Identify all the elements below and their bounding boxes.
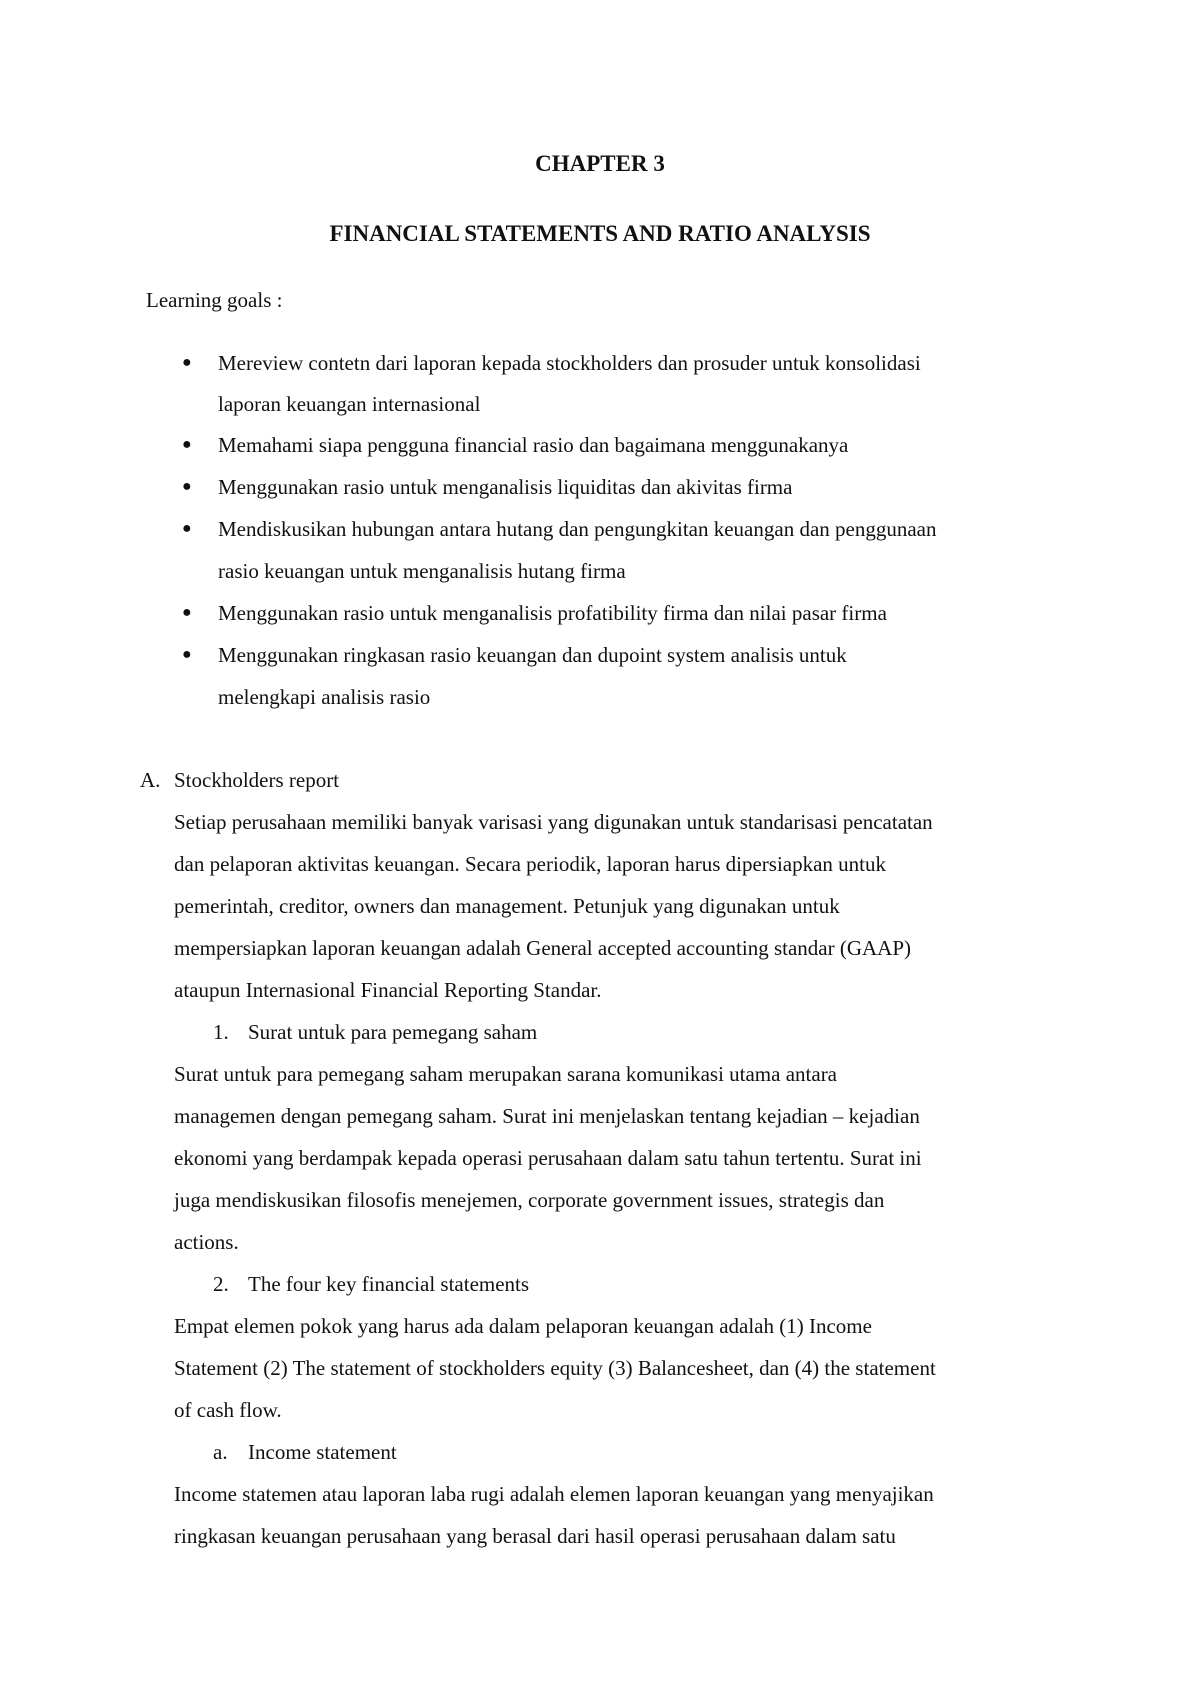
section-marker: A. — [140, 768, 161, 792]
paragraph-line: ekonomi yang berdampak kepada operasi perusahaan dalam satu tahun tertentu. Surat ini — [174, 1146, 922, 1170]
paragraph-line: mempersiapkan laporan keuangan adalah General accepted accounting standar (GAAP) — [174, 936, 912, 960]
paragraph-line: juga mendiskusikan filosofis menejemen, corporate government issues, strategis dan — [174, 1188, 885, 1212]
paragraph-line: ataupun Internasional Financial Reporting Standar. — [174, 978, 602, 1002]
bullet-icon: ● — [182, 604, 192, 621]
paragraph-line: Income statemen atau laporan laba rugi adalah elemen laporan keuangan yang menyajikan — [174, 1482, 934, 1506]
paragraph-line: ringkasan keuangan perusahaan yang berasal dari hasil operasi perusahaan dalam satu — [174, 1524, 896, 1548]
bullet-icon: ● — [182, 646, 192, 663]
list-item: Mendiskusikan hubungan antara hutang dan pengungkitan keuangan dan penggunaan — [218, 517, 937, 541]
list-item: Memahami siapa pengguna financial rasio dan bagaimana menggunakanya — [218, 433, 849, 457]
learning-goals-label: Learning goals : — [146, 288, 283, 312]
item-marker: a. — [213, 1440, 228, 1464]
paragraph-line: managemen dengan pemegang saham. Surat ini menjelaskan tentang kejadian – kejadian — [174, 1104, 920, 1128]
paragraph-line: Surat untuk para pemegang saham merupakan sarana komunikasi utama antara — [174, 1062, 838, 1086]
main-title: FINANCIAL STATEMENTS AND RATIO ANALYSIS — [329, 221, 871, 246]
item-heading: The four key financial statements — [248, 1272, 530, 1296]
list-item-continuation: laporan keuangan internasional — [218, 392, 481, 416]
item-heading: Surat untuk para pemegang saham — [248, 1020, 538, 1044]
list-item: Menggunakan ringkasan rasio keuangan dan dupoint system analisis untuk — [218, 643, 847, 667]
bullet-icon: ● — [182, 436, 192, 453]
list-item: Menggunakan rasio untuk menganalisis profatibility firma dan nilai pasar firma — [218, 601, 887, 625]
item-heading: Income statement — [248, 1440, 397, 1464]
paragraph-line: Empat elemen pokok yang harus ada dalam pelaporan keuangan adalah (1) Income — [174, 1314, 872, 1338]
item-marker: 1. — [213, 1020, 229, 1044]
paragraph-line: Statement (2) The statement of stockholders equity (3) Balancesheet, dan (4) the statement — [174, 1356, 936, 1380]
list-item: Mereview contetn dari laporan kepada stockholders dan prosuder untuk konsolidasi — [218, 351, 921, 375]
list-item: Menggunakan rasio untuk menganalisis liquiditas dan akivitas firma — [218, 475, 793, 499]
bullet-icon: ● — [182, 478, 192, 495]
paragraph-line: actions. — [174, 1230, 239, 1254]
paragraph-line: dan pelaporan aktivitas keuangan. Secara periodik, laporan harus dipersiapkan untuk — [174, 852, 887, 876]
list-item-continuation: melengkapi analisis rasio — [218, 685, 431, 709]
bullet-icon: ● — [182, 354, 192, 371]
paragraph-line: of cash flow. — [174, 1398, 282, 1422]
section-heading: Stockholders report — [174, 768, 340, 792]
bullet-icon: ● — [182, 520, 192, 537]
list-item-continuation: rasio keuangan untuk menganalisis hutang firma — [218, 559, 626, 583]
paragraph-line: pemerintah, creditor, owners dan management. Petunjuk yang digunakan untuk — [174, 894, 840, 918]
paragraph-line: Setiap perusahaan memiliki banyak varisasi yang digunakan untuk standarisasi pencatatan — [174, 810, 933, 834]
item-marker: 2. — [213, 1272, 229, 1296]
chapter-title: CHAPTER 3 — [535, 151, 665, 176]
